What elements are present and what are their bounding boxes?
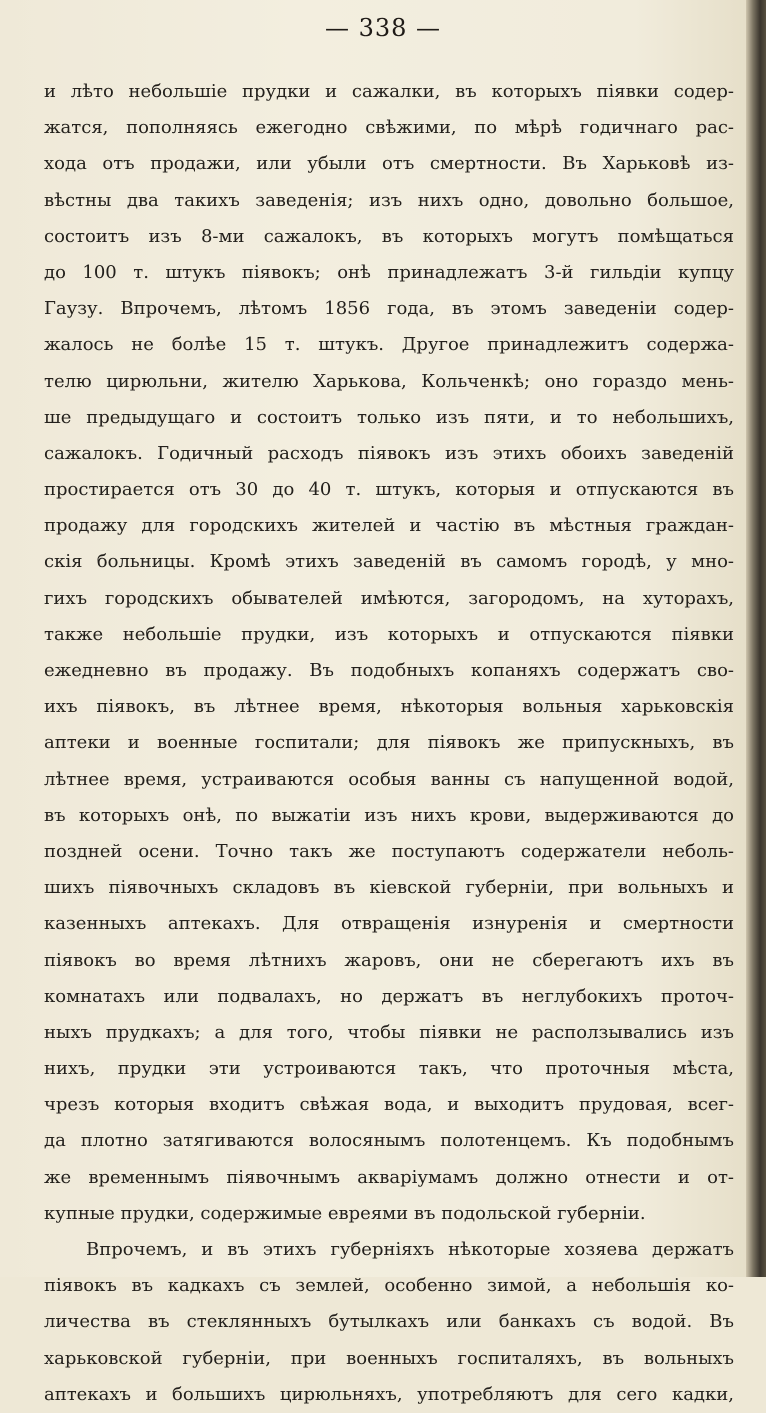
text-line: личества въ стеклянныхъ бутылкахъ или банкахъ съ водой. Въ	[44, 1311, 734, 1333]
text-line: поздней осени. Точно такъ же поступаютъ содержатели неболь-	[44, 840, 734, 862]
text-line: ше предыдущаго и состоитъ только изъ пяти, и то небольшихъ,	[44, 406, 734, 428]
text-line: до 100 т. штукъ піявокъ; онѣ принадлежатъ 3-й гильдіи купцу	[44, 261, 734, 283]
text-line: скія больницы. Кромѣ этихъ заведеній въ самомъ городѣ, у мно-	[44, 551, 734, 573]
text-line: аптеки и военные госпитали; для піявокъ же припускныхъ, въ	[44, 732, 734, 754]
text-line: въ которыхъ онѣ, по выжатіи изъ нихъ крови, выдерживаются до	[44, 804, 734, 826]
paragraph-end-line: купные прудки, содержимые евреями въ подольской губерніи.	[44, 1202, 646, 1224]
text-line: телю цирюльни, жителю Харькова, Кольченкѣ; оно гораздо мень-	[44, 370, 734, 392]
text-line: піявокъ въ кадкахъ съ землей, особенно зимой, а небольшія ко-	[44, 1275, 734, 1297]
text-line: жалось не болѣе 15 т. штукъ. Другое принадлежитъ содержа-	[44, 334, 734, 356]
text-line: нихъ, прудки эти устроиваются такъ, что проточныя мѣста,	[44, 1058, 734, 1080]
text-line: также небольшіе прудки, изъ которыхъ и отпускаются піявки	[44, 623, 734, 645]
text-line: лѣтнее время, устраиваются особыя ванны съ напущенной водой,	[44, 768, 734, 790]
text-line: казенныхъ аптекахъ. Для отвращенія изнуренія и смертности	[44, 913, 734, 935]
text-line: ежедневно въ продажу. Въ подобныхъ копаняхъ содержатъ сво-	[44, 660, 734, 681]
text-line: же временнымъ піявочнымъ акваріумамъ должно отнести и от-	[44, 1166, 734, 1188]
page-number: — 338 —	[324, 14, 442, 42]
text-line: и лѣто небольшіе прудки и сажалки, въ которыхъ піявки содер-	[44, 81, 734, 102]
text-line: ныхъ прудкахъ; а для того, чтобы піявки не расползывались изъ	[44, 1021, 734, 1043]
text-line: харьковской губерніи, при военныхъ госпиталяхъ, въ вольныхъ	[44, 1347, 734, 1369]
body-text	[44, 74, 734, 1413]
text-line: хода отъ продажи, или убыли отъ смертности. Въ Харьковѣ из-	[44, 153, 734, 175]
text-line: Гаузу. Впрочемъ, лѣтомъ 1856 года, въ этомъ заведеніи содер-	[44, 298, 734, 320]
text-line: да плотно затягиваются волосянымъ полотенцемъ. Къ подобнымъ	[44, 1130, 734, 1152]
text-line: продажу для городскихъ жителей и частію въ мѣстныя граждан-	[44, 515, 734, 537]
text-line: ихъ піявокъ, въ лѣтнее время, нѣкоторыя вольныя харьковскія	[44, 696, 734, 718]
text-line: аптекахъ и большихъ цирюльняхъ, употребляютъ для сего кадки,	[44, 1383, 734, 1405]
text-line: гихъ городскихъ обывателей имѣются, загородомъ, на хуторахъ,	[44, 587, 734, 609]
paragraph-start-line: Впрочемъ, и въ этихъ губерніяхъ нѣкоторые хозяева держатъ	[86, 1239, 734, 1260]
text-line: сажалокъ. Годичный расходъ піявокъ изъ этихъ обоихъ заведеній	[44, 442, 734, 464]
text-line: шихъ піявочныхъ складовъ въ кіевской губерніи, при вольныхъ и	[44, 877, 734, 899]
text-line: простирается отъ 30 до 40 т. штукъ, которыя и отпускаются въ	[44, 479, 734, 501]
text-line: состоитъ изъ 8-ми сажалокъ, въ которыхъ могутъ помѣщаться	[44, 225, 734, 247]
text-line: вѣстны два такихъ заведенія; изъ нихъ одно, довольно большое,	[44, 189, 734, 211]
text-line: комнатахъ или подвалахъ, но держатъ въ неглубокихъ проточ-	[44, 985, 734, 1007]
text-line: жатся, пополняясь ежегодно свѣжими, по мѣрѣ годичнаго рас-	[44, 117, 734, 139]
text-line: піявокъ во время лѣтнихъ жаровъ, они не сберегаютъ ихъ въ	[44, 949, 734, 971]
text-line: чрезъ которыя входитъ свѣжая вода, и выходитъ прудовая, всег-	[44, 1094, 734, 1116]
book-spine-edge	[746, 0, 766, 1277]
